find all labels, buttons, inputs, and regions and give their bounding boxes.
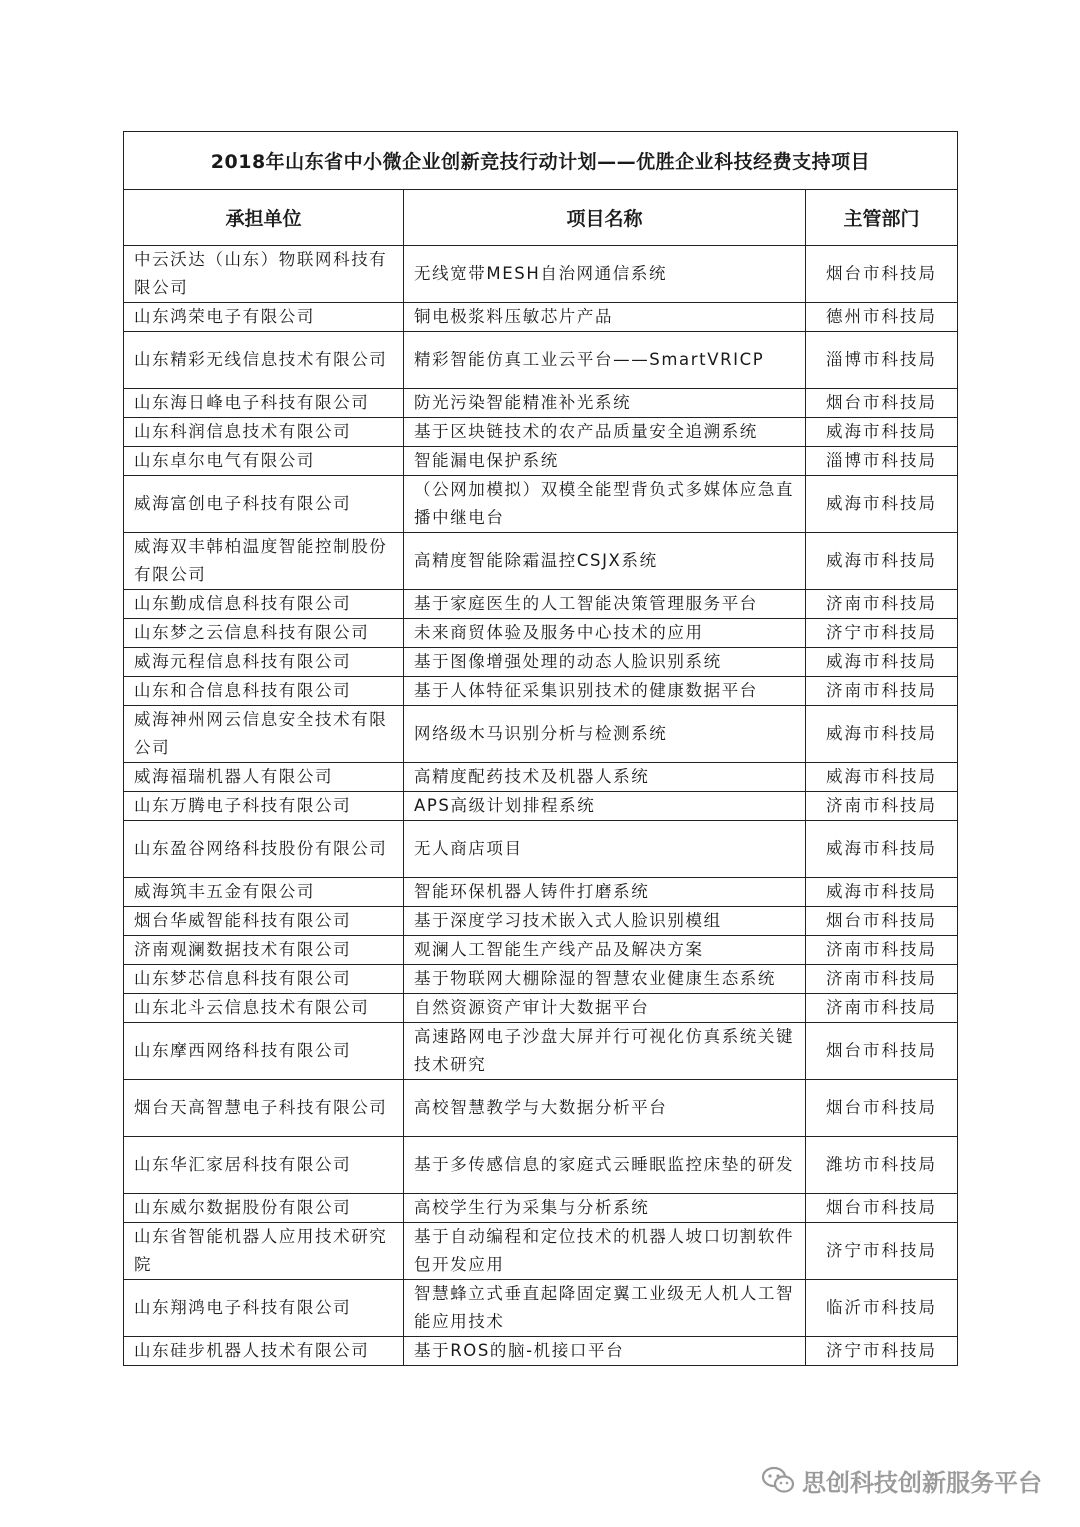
unit-cell: 山东和合信息科技有限公司 bbox=[124, 677, 404, 706]
table-row bbox=[124, 878, 958, 907]
unit-cell: 山东梦之云信息科技有限公司 bbox=[124, 619, 404, 648]
project-cell: 精彩智能仿真工业云平台——SmartVRICP bbox=[404, 332, 806, 389]
project-cell: 智能漏电保护系统 bbox=[404, 447, 806, 476]
unit-cell: 威海筑丰五金有限公司 bbox=[124, 878, 404, 907]
unit-cell: 山东省智能机器人应用技术研究院 bbox=[124, 1223, 404, 1280]
table-row bbox=[124, 677, 958, 706]
project-cell: 基于深度学习技术嵌入式人脸识别模组 bbox=[404, 907, 806, 936]
project-cell: 自然资源资产审计大数据平台 bbox=[404, 994, 806, 1023]
dept-cell: 济南市科技局 bbox=[806, 936, 958, 965]
project-table bbox=[123, 131, 958, 1366]
project-cell: 无人商店项目 bbox=[404, 821, 806, 878]
table-row bbox=[124, 1280, 958, 1337]
unit-cell: 济南观澜数据技术有限公司 bbox=[124, 936, 404, 965]
unit-cell: 威海神州网云信息安全技术有限公司 bbox=[124, 706, 404, 763]
wechat-icon bbox=[760, 1465, 796, 1495]
dept-cell: 烟台市科技局 bbox=[806, 1194, 958, 1223]
header-project: 项目名称 bbox=[404, 190, 806, 246]
table-row bbox=[124, 706, 958, 763]
table-row bbox=[124, 907, 958, 936]
unit-cell: 山东科润信息技术有限公司 bbox=[124, 418, 404, 447]
header-unit: 承担单位 bbox=[124, 190, 404, 246]
dept-cell: 济南市科技局 bbox=[806, 994, 958, 1023]
table-row bbox=[124, 246, 958, 303]
project-cell: 网络级木马识别分析与检测系统 bbox=[404, 706, 806, 763]
unit-cell: 山东卓尔电气有限公司 bbox=[124, 447, 404, 476]
project-cell: （公网加模拟）双模全能型背负式多媒体应急直播中继电台 bbox=[404, 476, 806, 533]
dept-cell: 烟台市科技局 bbox=[806, 246, 958, 303]
dept-cell: 临沂市科技局 bbox=[806, 1280, 958, 1337]
header-row bbox=[124, 190, 958, 246]
table-row bbox=[124, 332, 958, 389]
unit-cell: 山东勤成信息科技有限公司 bbox=[124, 590, 404, 619]
dept-cell: 济南市科技局 bbox=[806, 677, 958, 706]
header-dept: 主管部门 bbox=[806, 190, 958, 246]
project-cell: 基于图像增强处理的动态人脸识别系统 bbox=[404, 648, 806, 677]
table-row bbox=[124, 1080, 958, 1137]
watermark bbox=[760, 1462, 1042, 1498]
table-row bbox=[124, 792, 958, 821]
unit-cell: 威海元程信息科技有限公司 bbox=[124, 648, 404, 677]
table-row bbox=[124, 821, 958, 878]
dept-cell: 济南市科技局 bbox=[806, 792, 958, 821]
unit-cell: 山东梦芯信息科技有限公司 bbox=[124, 965, 404, 994]
unit-cell: 烟台华威智能科技有限公司 bbox=[124, 907, 404, 936]
project-cell: 高精度智能除霜温控CSJX系统 bbox=[404, 533, 806, 590]
watermark-text: 思创科技创新服务平台 bbox=[802, 1468, 1042, 1497]
project-cell: 智慧蜂立式垂直起降固定翼工业级无人机人工智能应用技术 bbox=[404, 1280, 806, 1337]
dept-cell: 济宁市科技局 bbox=[806, 1223, 958, 1280]
table-row bbox=[124, 533, 958, 590]
table-row bbox=[124, 1023, 958, 1080]
dept-cell: 烟台市科技局 bbox=[806, 907, 958, 936]
dept-cell: 济南市科技局 bbox=[806, 590, 958, 619]
table-body bbox=[124, 246, 958, 1366]
unit-cell: 山东翔鸿电子科技有限公司 bbox=[124, 1280, 404, 1337]
unit-cell: 山东华汇家居科技有限公司 bbox=[124, 1137, 404, 1194]
project-cell: 高校学生行为采集与分析系统 bbox=[404, 1194, 806, 1223]
dept-cell: 济宁市科技局 bbox=[806, 1337, 958, 1366]
table-row bbox=[124, 965, 958, 994]
unit-cell: 山东北斗云信息技术有限公司 bbox=[124, 994, 404, 1023]
unit-cell: 山东硅步机器人技术有限公司 bbox=[124, 1337, 404, 1366]
project-cell: APS高级计划排程系统 bbox=[404, 792, 806, 821]
project-cell: 高校智慧教学与大数据分析平台 bbox=[404, 1080, 806, 1137]
unit-cell: 山东万腾电子科技有限公司 bbox=[124, 792, 404, 821]
dept-cell: 威海市科技局 bbox=[806, 418, 958, 447]
project-cell: 防光污染智能精准补光系统 bbox=[404, 389, 806, 418]
dept-cell: 威海市科技局 bbox=[806, 706, 958, 763]
dept-cell: 威海市科技局 bbox=[806, 533, 958, 590]
table-row bbox=[124, 994, 958, 1023]
table-row bbox=[124, 476, 958, 533]
unit-cell: 山东精彩无线信息技术有限公司 bbox=[124, 332, 404, 389]
unit-cell: 山东盈谷网络科技股份有限公司 bbox=[124, 821, 404, 878]
project-cell: 观澜人工智能生产线产品及解决方案 bbox=[404, 936, 806, 965]
dept-cell: 烟台市科技局 bbox=[806, 1080, 958, 1137]
table-row bbox=[124, 619, 958, 648]
project-cell: 基于区块链技术的农产品质量安全追溯系统 bbox=[404, 418, 806, 447]
project-cell: 智能环保机器人铸件打磨系统 bbox=[404, 878, 806, 907]
project-cell: 基于家庭医生的人工智能决策管理服务平台 bbox=[404, 590, 806, 619]
dept-cell: 威海市科技局 bbox=[806, 763, 958, 792]
unit-cell: 烟台天高智慧电子科技有限公司 bbox=[124, 1080, 404, 1137]
table-row bbox=[124, 763, 958, 792]
project-cell: 高精度配药技术及机器人系统 bbox=[404, 763, 806, 792]
dept-cell: 烟台市科技局 bbox=[806, 1023, 958, 1080]
table-row bbox=[124, 936, 958, 965]
unit-cell: 山东威尔数据股份有限公司 bbox=[124, 1194, 404, 1223]
project-cell: 基于ROS的脑-机接口平台 bbox=[404, 1337, 806, 1366]
project-cell: 铜电极浆料压敏芯片产品 bbox=[404, 303, 806, 332]
dept-cell: 潍坊市科技局 bbox=[806, 1137, 958, 1194]
table-row bbox=[124, 418, 958, 447]
table-title: 2018年山东省中小微企业创新竞技行动计划——优胜企业科技经费支持项目 bbox=[124, 132, 958, 190]
project-cell: 高速路网电子沙盘大屏并行可视化仿真系统关键技术研究 bbox=[404, 1023, 806, 1080]
unit-cell: 威海双丰韩柏温度智能控制股份有限公司 bbox=[124, 533, 404, 590]
table-row bbox=[124, 1194, 958, 1223]
project-cell: 基于物联网大棚除湿的智慧农业健康生态系统 bbox=[404, 965, 806, 994]
dept-cell: 烟台市科技局 bbox=[806, 389, 958, 418]
unit-cell: 山东摩西网络科技有限公司 bbox=[124, 1023, 404, 1080]
project-cell: 基于多传感信息的家庭式云睡眠监控床垫的研发 bbox=[404, 1137, 806, 1194]
project-cell: 基于自动编程和定位技术的机器人坡口切割软件包开发应用 bbox=[404, 1223, 806, 1280]
table-row bbox=[124, 648, 958, 677]
unit-cell: 山东海日峰电子科技有限公司 bbox=[124, 389, 404, 418]
table-row bbox=[124, 1223, 958, 1280]
table-row bbox=[124, 303, 958, 332]
dept-cell: 威海市科技局 bbox=[806, 821, 958, 878]
dept-cell: 淄博市科技局 bbox=[806, 332, 958, 389]
table-row bbox=[124, 1337, 958, 1366]
dept-cell: 威海市科技局 bbox=[806, 878, 958, 907]
table-row bbox=[124, 447, 958, 476]
dept-cell: 威海市科技局 bbox=[806, 476, 958, 533]
project-cell: 无线宽带MESH自治网通信系统 bbox=[404, 246, 806, 303]
unit-cell: 中云沃达（山东）物联网科技有限公司 bbox=[124, 246, 404, 303]
unit-cell: 山东鸿荣电子有限公司 bbox=[124, 303, 404, 332]
project-cell: 未来商贸体验及服务中心技术的应用 bbox=[404, 619, 806, 648]
dept-cell: 淄博市科技局 bbox=[806, 447, 958, 476]
dept-cell: 德州市科技局 bbox=[806, 303, 958, 332]
table-row bbox=[124, 590, 958, 619]
dept-cell: 济南市科技局 bbox=[806, 965, 958, 994]
table-row bbox=[124, 389, 958, 418]
project-cell: 基于人体特征采集识别技术的健康数据平台 bbox=[404, 677, 806, 706]
dept-cell: 济宁市科技局 bbox=[806, 619, 958, 648]
unit-cell: 威海福瑞机器人有限公司 bbox=[124, 763, 404, 792]
unit-cell: 威海富创电子科技有限公司 bbox=[124, 476, 404, 533]
table-row bbox=[124, 1137, 958, 1194]
dept-cell: 威海市科技局 bbox=[806, 648, 958, 677]
